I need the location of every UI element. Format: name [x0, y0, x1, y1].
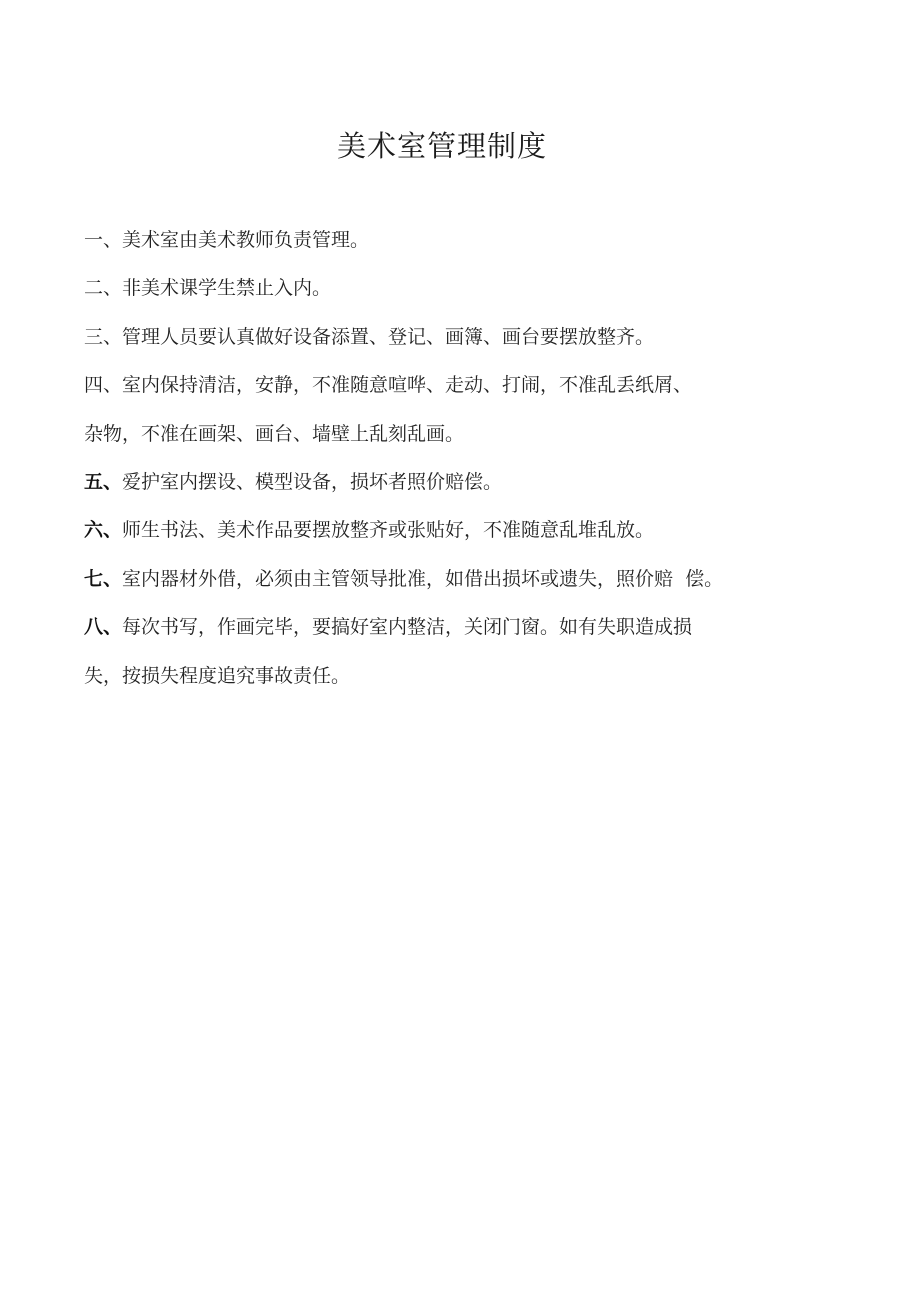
rule-text: 爱护室内摆设、模型设备，损坏者照价赔偿。: [122, 470, 503, 493]
rules-list: [84, 223, 844, 707]
rule-6: [84, 513, 844, 561]
rule-1: [84, 223, 844, 271]
rule-text: 失，按损失程度追究事故责任。: [84, 664, 351, 687]
rule-text: 每次书写，作画完毕，要搞好室内整洁，关闭门窗。如有失职造成损: [122, 616, 693, 639]
rule-text: 师生书法、美术作品要摆放整齐或张贴好，不准随意乱堆乱放。: [122, 519, 655, 542]
rule-number: 七、: [84, 567, 123, 590]
rule-number: 六、: [84, 519, 123, 542]
rule-number: 二、: [84, 277, 123, 300]
rule-5: [84, 465, 844, 513]
rule-number: 八、: [84, 616, 123, 639]
rule-text: 室内保持清洁，安静，不准随意喧哗、走动、打闹，不准乱丢纸屑、: [122, 374, 693, 397]
rule-number: 三、: [84, 325, 123, 348]
rule-number: 一、: [84, 229, 123, 251]
rule-4-continuation: [84, 417, 844, 465]
rule-text: 非美术课学生禁止入内。: [122, 277, 332, 300]
rule-number: 四、: [84, 374, 123, 397]
rule-text: 美术室由美术教师负责管理。: [122, 229, 370, 251]
rule-8: [84, 610, 844, 658]
rule-3: [84, 320, 844, 368]
rule-text: 室内器材外借，必须由主管领导批准，如借出损坏或遗失，照价赔 偿。: [122, 567, 724, 590]
rule-number: 五、: [84, 470, 123, 493]
rule-text: 管理人员要认真做好设备添置、登记、画簿、画台要摆放整齐。: [122, 325, 655, 348]
rule-8-continuation: [84, 659, 844, 707]
rule-text: 杂物，不准在画架、画台、墙壁上乱刻乱画。: [84, 422, 465, 445]
rule-2: [84, 271, 844, 319]
rule-7: [84, 562, 844, 610]
document-title: 美术室管理制度: [336, 129, 547, 163]
rule-4: [84, 368, 844, 416]
